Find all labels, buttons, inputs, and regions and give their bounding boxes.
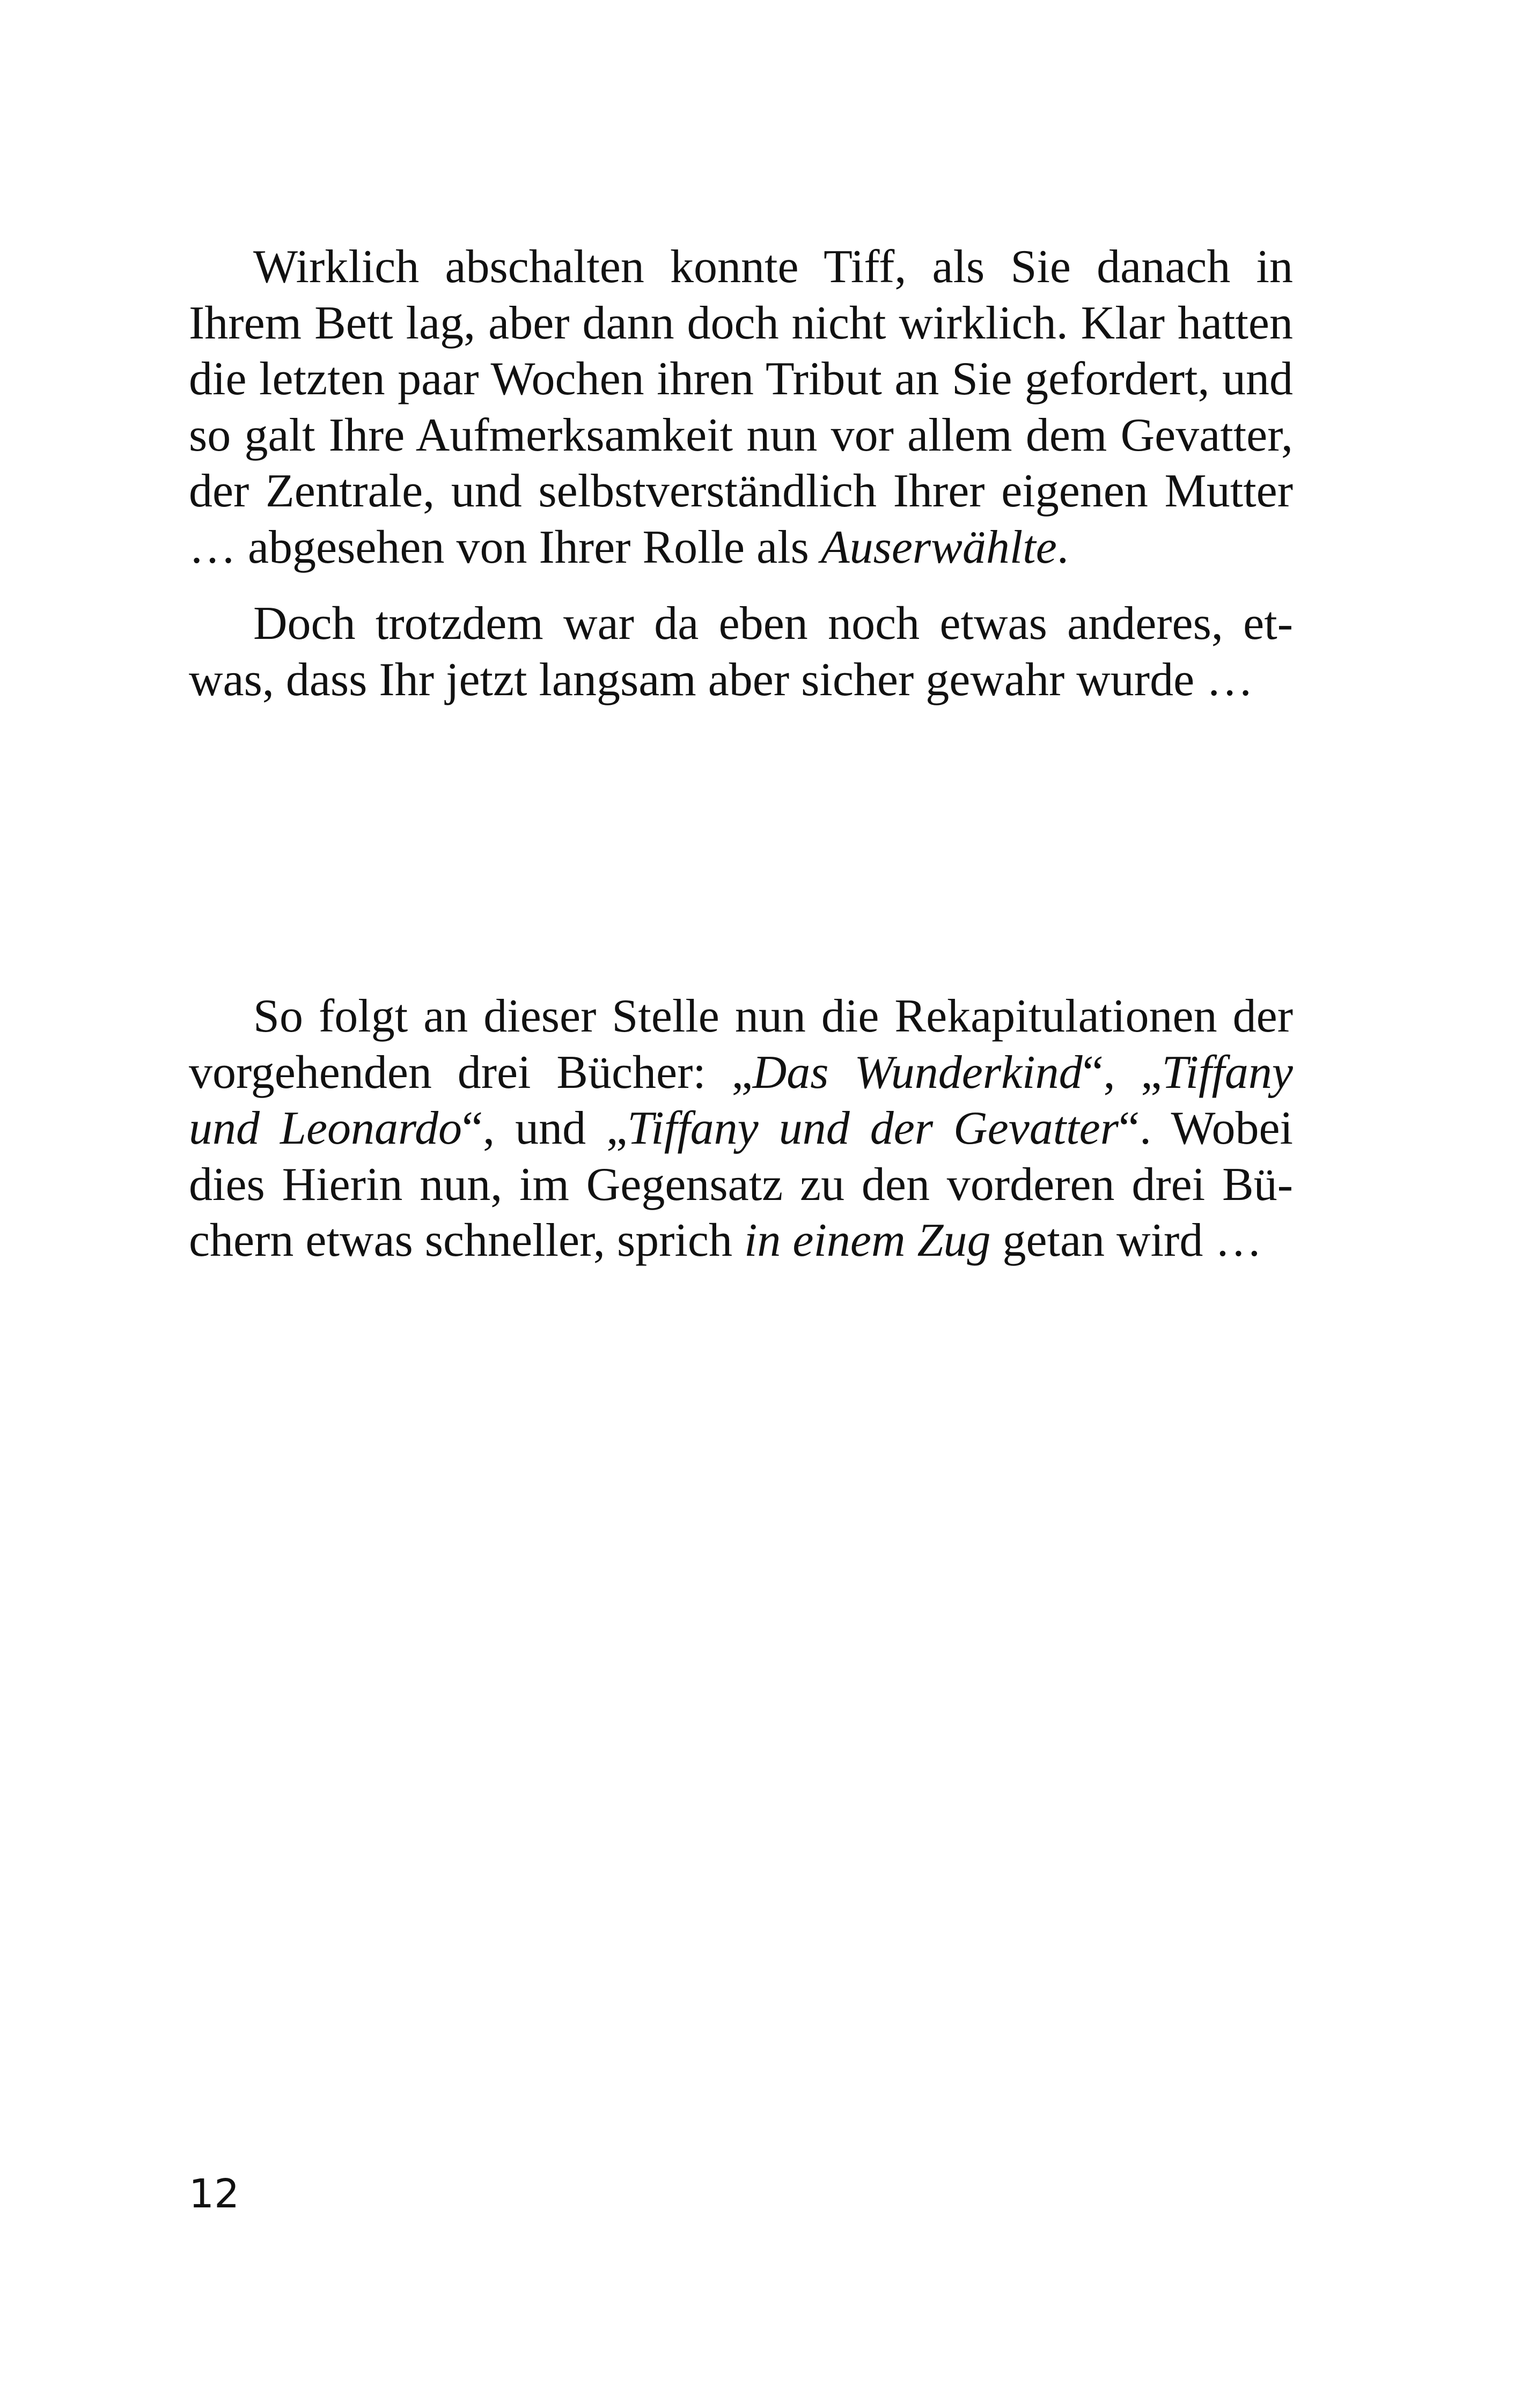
paragraph xyxy=(189,596,1293,708)
italic-text: Das Wunderkind xyxy=(752,1046,1083,1099)
italic-text: Auserwählte xyxy=(820,521,1057,573)
text-run: . xyxy=(1056,521,1069,573)
paragraph xyxy=(189,989,1293,1269)
text-run: “, „ xyxy=(1082,1046,1162,1099)
italic-text: Tiffany und der Gevatter xyxy=(627,1102,1119,1154)
page-number: 12 xyxy=(189,2171,240,2217)
text-block-top xyxy=(189,239,1293,708)
text-run: So folgt an dieser Stelle nun die Rekapitulationen der vorgehenden drei Bücher: „ xyxy=(189,990,1293,1099)
paragraph xyxy=(189,239,1293,576)
text-run: “, und „ xyxy=(462,1102,628,1154)
text-run: Wirklich abschalten konnte Tiff, als Sie danach in Ihrem Bett lag, aber dann doch nicht wirklich. Klar hatten die letzten paar Wochen ihren Tribut an Sie gefordert, und so galt Ihre Aufmerksamkeit nun vor allem dem Gevatter, der Zentrale, und selbstverständlich Ihrer eigenen Mutter … abgesehen von Ihrer Rolle als xyxy=(189,241,1293,573)
text-run: “. Wobei dies Hierin nun, im Gegensatz zu den vorderen drei Büchern etwas schneller, sprich xyxy=(189,1102,1293,1266)
text-block-bottom xyxy=(189,989,1293,1269)
text-run: Doch trotzdem war da eben noch etwas anderes, etwas, dass Ihr jetzt langsam aber sicher gewahr wurde … xyxy=(189,598,1293,706)
italic-text: Tiffany und Leonardo xyxy=(189,1046,1293,1154)
text-run: getan wird … xyxy=(990,1214,1262,1266)
italic-text: in einem Zug xyxy=(744,1214,991,1266)
